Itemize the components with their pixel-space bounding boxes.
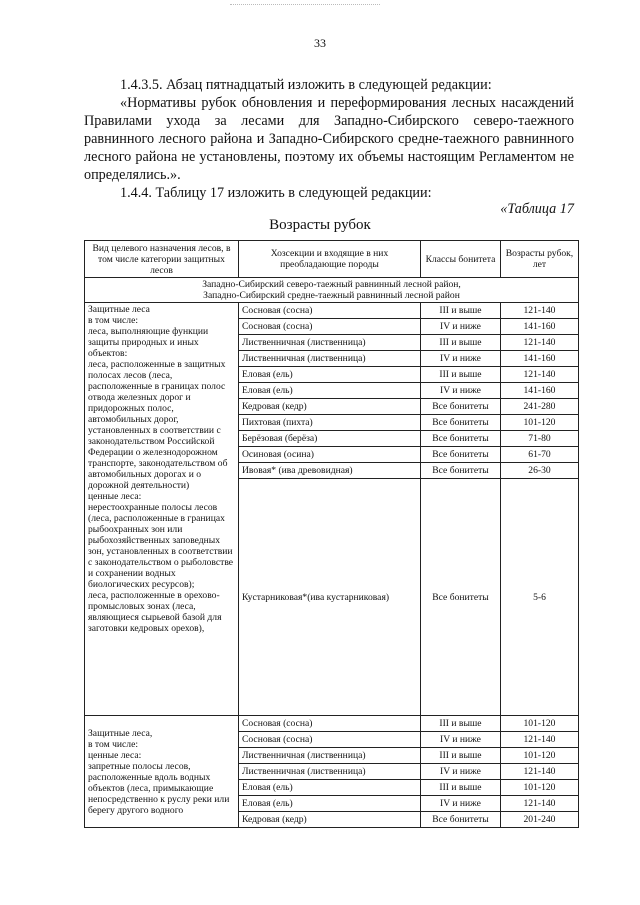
paragraph-quote: «Нормативы рубок обновления и переформирования лесных насаждений Правилами ухода за лесами для Западно-Сибирского северо-таежного равнинного лесного района и Западно-Сибирского средне-таежного равнинного лесного района не установлены, поэтому их объемы настоящим Регламентом не определялись.». bbox=[84, 95, 574, 183]
bonitet-cell: IV и ниже bbox=[421, 764, 501, 780]
species-cell: Ивовая* (ива древовидная) bbox=[239, 463, 421, 479]
paragraph-1-4-3-5: 1.4.3.5. Абзац пятнадцатый изложить в следующей редакции: bbox=[120, 77, 492, 93]
bonitet-cell: III и выше bbox=[421, 748, 501, 764]
category-line: ценные леса: bbox=[88, 491, 142, 502]
age-cell: 121-140 bbox=[501, 335, 579, 351]
scan-artifact bbox=[230, 4, 380, 7]
species-cell: Лиственничная (лиственница) bbox=[239, 351, 421, 367]
header-cutting-ages: Возрасты рубок, лет bbox=[501, 241, 579, 278]
age-cell: 141-160 bbox=[501, 351, 579, 367]
bonitet-cell: Все бонитеты bbox=[421, 479, 501, 716]
category-line: в том числе: bbox=[88, 315, 139, 326]
age-cell: 241-280 bbox=[501, 399, 579, 415]
age-cell: 71-80 bbox=[501, 431, 579, 447]
age-cell: 101-120 bbox=[501, 415, 579, 431]
category-line: запретные полосы лесов, расположенные вдоль водных объектов (леса, примыкающие непосредственно к руслу реки или берегу другого водного bbox=[88, 760, 230, 816]
category-line: ценные леса: bbox=[88, 749, 142, 761]
category-cell-group-1 bbox=[85, 303, 239, 716]
species-cell: Еловая (ель) bbox=[239, 367, 421, 383]
category-line: леса, расположенные в орехово-промысловых зонах (леса, являющиеся сырьевой базой для заготовки кедровых орехов), bbox=[88, 590, 222, 634]
age-cell: 101-120 bbox=[501, 748, 579, 764]
bonitet-cell: III и выше bbox=[421, 780, 501, 796]
species-cell: Еловая (ель) bbox=[239, 780, 421, 796]
species-cell: Лиственничная (лиственница) bbox=[239, 335, 421, 351]
age-cell: 121-140 bbox=[501, 367, 579, 383]
age-cell: 121-140 bbox=[501, 303, 579, 319]
category-line: в том числе: bbox=[88, 738, 139, 750]
age-cell: 5-6 bbox=[501, 479, 579, 716]
bonitet-cell: IV и ниже bbox=[421, 319, 501, 335]
age-cell: 101-120 bbox=[501, 780, 579, 796]
bonitet-cell: IV и ниже bbox=[421, 732, 501, 748]
table-header-row bbox=[85, 241, 579, 278]
age-cell: 141-160 bbox=[501, 383, 579, 399]
age-cell: 201-240 bbox=[501, 812, 579, 828]
table-row bbox=[85, 716, 579, 732]
bonitet-cell: Все бонитеты bbox=[421, 415, 501, 431]
age-cell: 121-140 bbox=[501, 732, 579, 748]
header-forest-purpose: Вид целевого назначения лесов, в том числе категории защитных лесов bbox=[85, 241, 239, 278]
species-cell: Кедровая (кедр) bbox=[239, 812, 421, 828]
bonitet-cell: IV и ниже bbox=[421, 383, 501, 399]
bonitet-cell: Все бонитеты bbox=[421, 399, 501, 415]
bonitet-cell: IV и ниже bbox=[421, 796, 501, 812]
category-line: нерестоохранные полосы лесов (леса, расположенные в границах рыбоохранных зон или рыбохозяйственных заповедных зон, установленных в соответствии с законодательством о рыболовстве и сохранении водных биологических ресурсов); bbox=[88, 502, 234, 590]
species-cell: Еловая (ель) bbox=[239, 796, 421, 812]
age-cell: 26-30 bbox=[501, 463, 579, 479]
category-line: леса, выполняющие функции защиты природных и иных объектов: bbox=[88, 326, 209, 359]
region-cell bbox=[85, 278, 579, 303]
species-cell: Сосновая (сосна) bbox=[239, 716, 421, 732]
species-cell: Лиственничная (лиственница) bbox=[239, 748, 421, 764]
species-cell: Кустарниковая*(ива кустарниковая) bbox=[239, 479, 421, 716]
header-bonitet-classes: Классы бонитета bbox=[421, 241, 501, 278]
species-cell: Сосновая (сосна) bbox=[239, 303, 421, 319]
age-cell: 121-140 bbox=[501, 796, 579, 812]
bonitet-cell: III и выше bbox=[421, 335, 501, 351]
species-cell: Осиновая (осина) bbox=[239, 447, 421, 463]
bonitet-cell: III и выше bbox=[421, 716, 501, 732]
category-cell-group-2 bbox=[85, 716, 239, 828]
bonitet-cell: Все бонитеты bbox=[421, 463, 501, 479]
category-line: леса, расположенные в защитных полосах лесов (леса, расположенные в границах полос отвода железных дорог и придорожных полос, автомобильных дорог, установленных в соответствии с законодательством Российской Федерации о железнодорожном транспорте, законодательством об автомобильных дорогах и о дорожной деятельности) bbox=[88, 359, 228, 491]
age-cell: 101-120 bbox=[501, 716, 579, 732]
page-number: 33 bbox=[314, 36, 326, 50]
species-cell: Берёзовая (берёза) bbox=[239, 431, 421, 447]
table-title: Возрасты рубок bbox=[269, 217, 371, 233]
paragraph-1-4-4: 1.4.4. Таблицу 17 изложить в следующей редакции: bbox=[120, 185, 432, 201]
bonitet-cell: Все бонитеты bbox=[421, 812, 501, 828]
table-reference: «Таблица 17 bbox=[500, 201, 574, 217]
bonitet-cell: Все бонитеты bbox=[421, 431, 501, 447]
bonitet-cell: IV и ниже bbox=[421, 351, 501, 367]
species-cell: Еловая (ель) bbox=[239, 383, 421, 399]
region-line-1: Западно-Сибирский северо-таежный равнинный лесной район, bbox=[202, 279, 461, 290]
region-row bbox=[85, 278, 579, 303]
region-line-2: Западно-Сибирский средне-таежный равнинный лесной район bbox=[203, 290, 460, 301]
age-cell: 121-140 bbox=[501, 764, 579, 780]
age-cell: 61-70 bbox=[501, 447, 579, 463]
species-cell: Лиственничная (лиственница) bbox=[239, 764, 421, 780]
bonitet-cell: III и выше bbox=[421, 367, 501, 383]
age-cell: 141-160 bbox=[501, 319, 579, 335]
bonitet-cell: III и выше bbox=[421, 303, 501, 319]
species-cell: Сосновая (сосна) bbox=[239, 732, 421, 748]
species-cell: Кедровая (кедр) bbox=[239, 399, 421, 415]
category-line: Защитные леса, bbox=[88, 727, 153, 739]
table-row bbox=[85, 303, 579, 319]
category-line: Защитные леса bbox=[88, 304, 150, 315]
bonitet-cell: Все бонитеты bbox=[421, 447, 501, 463]
species-cell: Пихтовая (пихта) bbox=[239, 415, 421, 431]
cutting-ages-table bbox=[84, 240, 579, 828]
header-sections-species: Хозсекции и входящие в них преобладающие породы bbox=[239, 241, 421, 278]
species-cell: Сосновая (сосна) bbox=[239, 319, 421, 335]
